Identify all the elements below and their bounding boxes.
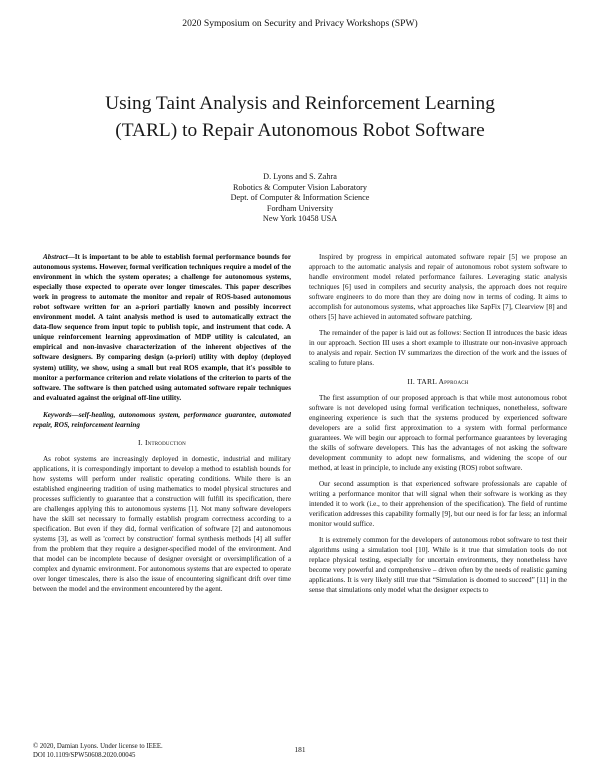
intro-paragraph-1: As robot systems are increasingly deployed in domestic, industrial and military applications, it is correspondingly important to develop a method to establish bounds for how systems will perform under realistic operating conditions. While there is an established engineering tradition of using mathematics to model physical structures and processes sufficiently to guarantee that a construction will fulfill its specification, there are challenges applying this to autonomous systems [1]. Not many software developers have the skill set necessary to formally establish program correctness according to a specification. But even if they did, formal verification of software [2] and autonomous systems [3], as well as 'correct by construction' formal synthesis methods [4] all suffer from the problem that they require a designer-specified model of the environment. And that model can be incomplete because of designer oversight or oversimplification of a complex and dynamic environment. For autonomous systems that are expected to operate over longer timescales, there is also the issue of encountering significant drift over time between the model and the environment encountered by the agent. <box>33 454 291 594</box>
keywords-text: self-healing, autonomous system, performance guarantee, automated repair, ROS, reinforcement learning <box>33 410 291 429</box>
section-heading-tarl <box>309 377 567 387</box>
page-number: 181 <box>294 745 306 754</box>
venue-header: 2020 Symposium on Security and Privacy Workshops (SPW) <box>182 18 418 29</box>
copyright-notice: © 2020, Damian Lyons. Under license to IEEE. <box>33 743 163 750</box>
abstract <box>33 252 291 403</box>
author-location: New York 10458 USA <box>262 214 338 224</box>
intro-paragraph-2: Inspired by progress in empirical automated software repair [5] we propose an approach to the automatic analysis and repair of autonomous robot system software to handle environment model related performance failures. Leveraging static analysis techniques [6] used in compilers and security analysis, the approach does not require software engineers to do more than they are doing now in terms of coding. It aims to accomplish for autonomous systems, what approaches like SapFix [7], Clearview [8] and others [5] have achieved in automated software patching. <box>309 253 567 322</box>
author-lab: Robotics & Computer Vision Laboratory <box>233 182 367 192</box>
abstract-label: Abstract— <box>43 253 75 261</box>
author-university: Fordham University <box>266 203 334 213</box>
author-dept: Dept. of Computer & Information Science <box>230 193 370 203</box>
right-column <box>309 252 567 595</box>
section-number: I. <box>138 437 143 447</box>
author-names: D. Lyons and S. Zahra <box>263 172 337 181</box>
tarl-paragraph-2: Our second assumption is that experienced software professionals are capable of writing a performance monitor that will signal when their software is working as they intended it to work (i.e., to their apprehension of the specification). The field of runtime verification addresses this capability formally [9], but our need is for far less; an informal monitor would suffice. <box>309 479 567 529</box>
paper-title <box>40 90 560 144</box>
title-line-1: Using Taint Analysis and Reinforcement Learning <box>105 93 495 114</box>
abstract-text: It is important to be able to establish formal performance bounds for autonomous systems. However, formal verification techniques require a model of the environment in which the system operates; a challenge for autonomous systems, especially those expected to operate over longer timescales. This paper describes work in progress to automate the monitor and repair of ROS-based autonomous robot software written for an a-priori partially known and possibly incorrect environment model. A taint analysis method is used to automatically extract the data-flow sequence from input topic to publish topic, and instrument that code. A unique reinforcement learning approximation of MDP utility is calculated, an empirical and non-invasive characterization of the inherent objectives of the software designers. By comparing design (a-priori) utility with deploy (deployed system) utility, we show, using a small but real ROS example, that it's possible to monitor a performance criterion and relate violations of the criterion to parts of the software. The software is then patched using automated software repair techniques and evaluated against the original off-line utility. <box>33 253 291 402</box>
title-line-2: (TARL) to Repair Autonomous Robot Software <box>115 120 485 141</box>
section-title: TARL Approach <box>417 376 469 386</box>
section-heading-introduction <box>33 438 291 448</box>
tarl-paragraph-3: It is extremely common for the developers of autonomous robot software to test their algorithms using a simulation tool [10]. While is it true that simulation tools do not replace physical testing, especially for uncertain environments, they nonetheless have become very powerful and comprehensive – driven often by the needs of realistic gaming applications. It is very likely still true that “Simulation is doomed to succeed” [11] in the sense that simulations only model what the designer expects to <box>309 536 567 595</box>
intro-paragraph-3: The remainder of the paper is laid out as follows: Section II introduces the basic ideas in our approach. Section III uses a short example to illustrate our non-invasive approach to analysis and repair. Section IV summarizes the direction of the work and the issues of scaling to future plans. <box>309 329 567 368</box>
tarl-paragraph-1: The first assumption of our proposed approach is that while most autonomous robot software is not developed using formal verification techniques, nonetheless, software engineering experience is such that the systems produced by experienced software developers are a solid first approximation to a system with formal performance guarantees. We will begin our approach to formal performance guarantees by leveraging the skills of software developers. This has the advantages of not asking the software development community to adopt new formalisms, and widening the scope of our method, at least in principle, to include any existing (ROS) robot software. <box>309 393 567 472</box>
doi: DOI 10.1109/SPW50608.2020.00045 <box>33 752 136 759</box>
author-block <box>0 172 600 225</box>
keywords <box>33 410 291 430</box>
section-number: II. <box>407 376 415 386</box>
left-column <box>33 252 291 595</box>
keywords-label: Keywords— <box>43 410 79 419</box>
section-title: Introduction <box>144 437 186 447</box>
